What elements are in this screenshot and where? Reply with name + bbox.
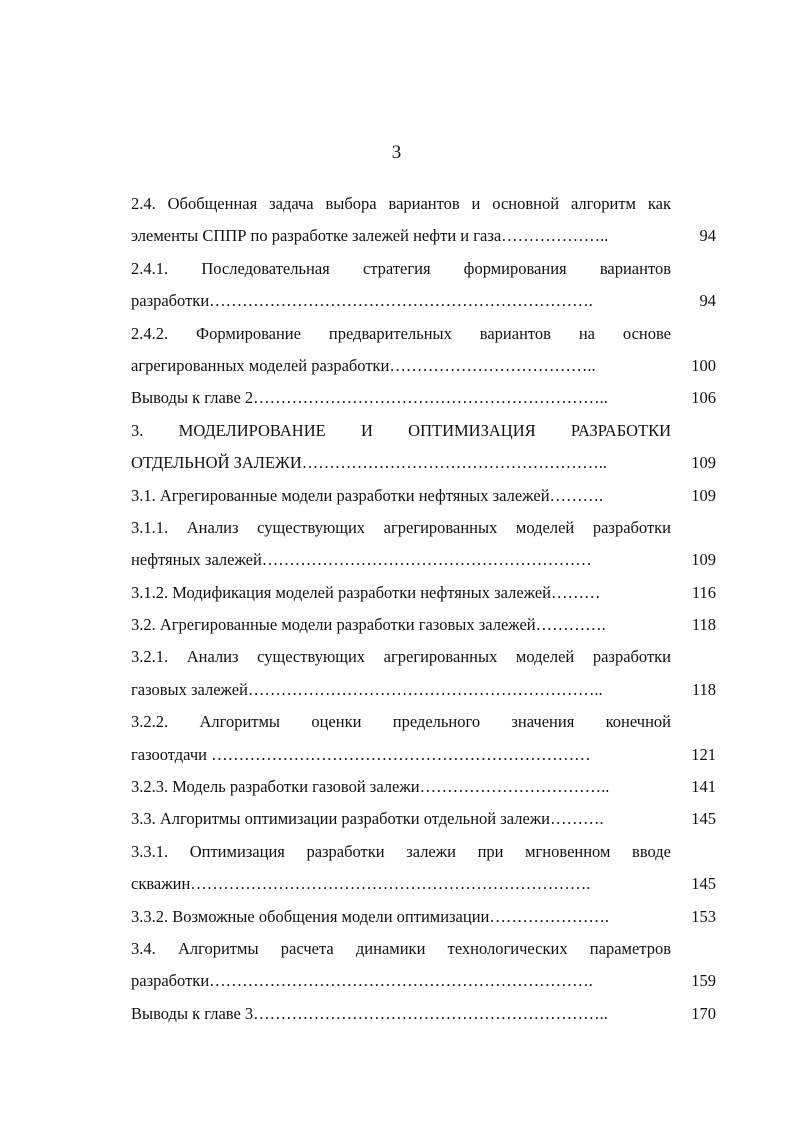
- toc-entry: [131, 382, 716, 414]
- toc-line: [131, 641, 716, 673]
- toc-entry: [131, 512, 716, 577]
- toc-entry-title: газовых залежей………………………………………………………..: [131, 679, 603, 699]
- toc-entry-page: 145: [691, 809, 716, 829]
- toc-entry-page: 94: [699, 226, 716, 246]
- toc-entry-title: 2.4.1. Последовательная стратегия формирования вариантов: [131, 258, 671, 278]
- toc-entry-title: 3.3. Алгоритмы оптимизации разработки отдельной залежи……….: [131, 809, 604, 829]
- toc-entry-title: агрегированных моделей разработки………………………………..: [131, 355, 596, 375]
- toc-entry-page: 118: [691, 679, 716, 699]
- toc-entry-page: 109: [691, 453, 716, 473]
- toc-entry-page: 100: [691, 355, 716, 375]
- toc-entry: [131, 480, 716, 512]
- toc-entry-title: 3.4. Алгоритмы расчета динамики технологических параметров: [131, 938, 671, 958]
- toc-line: [131, 836, 716, 868]
- toc-line: [131, 512, 716, 544]
- toc-line: [131, 480, 716, 512]
- toc-line: [131, 803, 716, 835]
- toc-line: [131, 771, 716, 803]
- toc-line: [131, 415, 716, 447]
- toc-line: [131, 706, 716, 738]
- toc-entry-title: 3.2. Агрегированные модели разработки газовых залежей………….: [131, 615, 606, 635]
- toc-entry-page: 145: [691, 874, 716, 894]
- toc-entry-page: 170: [691, 1003, 716, 1023]
- toc-entry-page: 118: [691, 615, 716, 635]
- toc-entry-title: 3.2.2. Алгоритмы оценки предельного значения конечной: [131, 712, 671, 732]
- toc-entry-title: Выводы к главе 2………………………………………………………..: [131, 388, 608, 408]
- toc-line: [131, 674, 716, 706]
- toc-line: [131, 382, 716, 414]
- toc-line: [131, 544, 716, 576]
- toc-entry-page: 159: [691, 971, 716, 991]
- toc-line: [131, 739, 716, 771]
- toc-entry-title: 2.4. Обобщенная задача выбора вариантов и основной алгоритм как: [131, 194, 671, 213]
- toc-entry-page: 109: [691, 485, 716, 505]
- toc-line: [131, 220, 716, 252]
- toc-entry-title: газоотдачи ……………………………………………………………: [131, 744, 591, 764]
- toc-entry-title: 3.1.1. Анализ существующих агрегированных моделей разработки: [131, 517, 671, 537]
- toc-line: [131, 577, 716, 609]
- toc-entry-title: Выводы к главе 3………………………………………………………..: [131, 1003, 608, 1023]
- toc-entry: [131, 253, 716, 318]
- toc-entry-page: 106: [691, 388, 716, 408]
- toc-entry-title: 3.1. Агрегированные модели разработки нефтяных залежей……….: [131, 485, 604, 505]
- toc-entry-page: 109: [691, 550, 716, 570]
- toc-line: [131, 868, 716, 900]
- toc-line: [131, 285, 716, 317]
- toc-line: [131, 998, 716, 1030]
- toc-entry-title: ОТДЕЛЬНОЙ ЗАЛЕЖИ………………………………………………..: [131, 453, 608, 473]
- toc-entry-title: элементы СППР по разработке залежей нефти и газа………………..: [131, 226, 609, 246]
- toc-entry-page: 153: [691, 906, 716, 926]
- toc-line: [131, 901, 716, 933]
- page-number: 3: [391, 142, 402, 163]
- toc-line: [131, 933, 716, 965]
- toc-entry-title: 3.1.2. Модификация моделей разработки нефтяных залежей………: [131, 582, 601, 602]
- toc-entry: [131, 836, 716, 901]
- toc-line: [131, 447, 716, 479]
- toc-entry: [131, 318, 716, 383]
- toc-line: [131, 965, 716, 997]
- toc-entry-title: 3.3.2. Возможные обобщения модели оптимизации………………….: [131, 906, 610, 926]
- toc-entry: [131, 933, 716, 998]
- toc-entry-title: 3.3.1. Оптимизация разработки залежи при мгновенном вводе: [131, 841, 671, 861]
- toc-entry: [131, 803, 716, 835]
- table-of-contents: [131, 188, 716, 1030]
- toc-entry: [131, 415, 716, 480]
- toc-line: [131, 188, 716, 220]
- toc-entry: [131, 771, 716, 803]
- toc-line: [131, 253, 716, 285]
- toc-entry-page: 94: [699, 291, 716, 311]
- toc-entry-page: 141: [691, 777, 716, 797]
- toc-entry: [131, 641, 716, 706]
- toc-entry-page: 121: [691, 744, 716, 764]
- toc-entry: [131, 901, 716, 933]
- toc-entry-title: разработки…………………………………………………………….: [131, 291, 593, 311]
- toc-entry: [131, 998, 716, 1030]
- toc-entry: [131, 188, 716, 253]
- toc-entry-page: 116: [691, 582, 716, 602]
- toc-entry-title: 3. МОДЕЛИРОВАНИЕ И ОПТИМИЗАЦИЯ РАЗРАБОТКИ: [131, 420, 671, 440]
- toc-entry: [131, 577, 716, 609]
- toc-entry-title: скважин……………………………………………………………….: [131, 874, 591, 894]
- toc-entry-title: 3.2.1. Анализ существующих агрегированных моделей разработки: [131, 647, 671, 667]
- toc-line: [131, 350, 716, 382]
- toc-entry-title: 2.4.2. Формирование предварительных вариантов на основе: [131, 323, 671, 343]
- toc-entry-title: нефтяных залежей……………………………………………………: [131, 550, 592, 570]
- toc-line: [131, 318, 716, 350]
- toc-entry: [131, 706, 716, 771]
- toc-entry: [131, 609, 716, 641]
- toc-line: [131, 609, 716, 641]
- toc-entry-title: 3.2.3. Модель разработки газовой залежи……………………………..: [131, 777, 610, 797]
- toc-entry-title: разработки…………………………………………………………….: [131, 971, 593, 991]
